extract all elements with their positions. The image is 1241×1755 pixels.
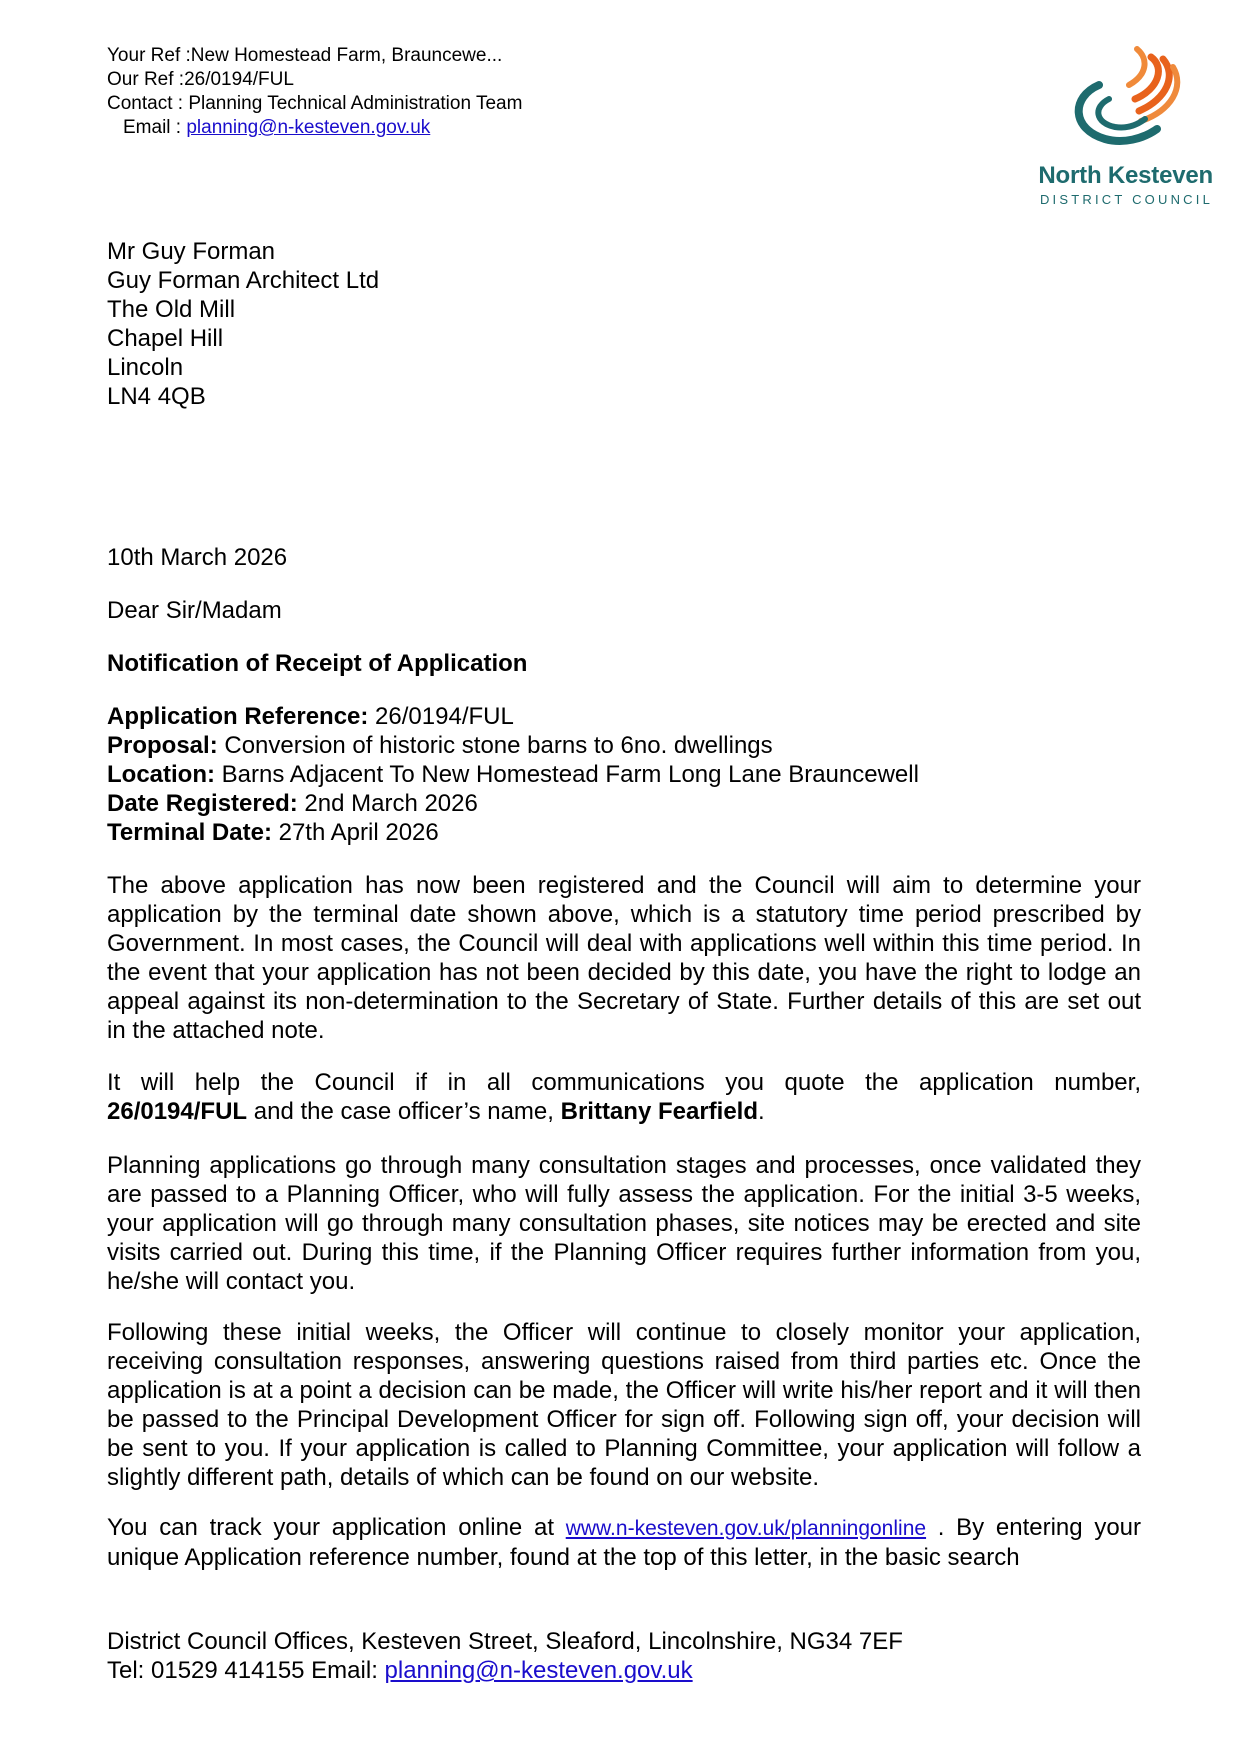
detail-label: Proposal: [107,732,218,759]
email-line [107,116,522,140]
para2-line2: 26/0194/FUL and the case officer’s name, Brittany Fearfield. [107,1098,765,1125]
email-label: Email : [123,117,187,138]
logo-name: North Kesteven [1038,162,1213,189]
subject-heading: Notification of Receipt of Application [107,650,528,677]
detail-value: 2nd March 2026 [297,790,478,817]
para2-line1: It will help the Council if in all communications you quote the application number, [107,1069,1141,1096]
detail-label: Date Registered: [107,790,298,817]
paragraph-consultation: Planning applications go through many consultation stages and processes, once validated they are passed to a Planning Officer, who will fully assess the application. For the initial 3-5 weeks, your application will go through many consultation phases, site notices may be erected and site visits carried out. During this time, if the Planning Officer requires further information from you, he/she will contact you. [107,1152,1141,1295]
address-line: Lincoln [107,354,184,381]
our-ref: Our Ref :26/0194/FUL [107,69,294,90]
footer-contact: Tel: 01529 414155 Email: planning@n-kesteven.gov.uk [107,1657,693,1684]
application-number: 26/0194/FUL [107,1098,248,1125]
address-line: LN4 4QB [107,383,206,410]
detail-row [107,702,1141,731]
detail-label: Location: [107,761,215,788]
detail-value: Conversion of historic stone barns to 6no. dwellings [217,732,773,759]
footer-address: District Council Offices, Kesteven Street, Sleaford, Lincolnshire, NG34 7EF [107,1628,903,1655]
footer [107,1627,903,1685]
paragraph-track-online: You can track your application online at www.n-kesteven.gov.uk/planningonline . By entering your unique Application reference number, found at the top of this letter, in the basic search [107,1514,1142,1571]
application-details [107,702,1141,847]
detail-label: Application Reference: [107,703,369,730]
paragraph-process: Following these initial weeks, the Officer will continue to closely monitor your application, receiving consultation responses, answering questions raised from third parties etc. Once the application is at a point a decision can be made, the Officer will write his/her report and it will then be passed to the Principal Development Officer for sign off. Following sign off, your decision will be sent to you. If your application is called to Planning Committee, your application will follow a slightly different path, details of which can be found on our website. [107,1319,1141,1491]
detail-row [107,731,1141,760]
detail-row [107,760,1141,789]
letter-date: 10th March 2026 [107,544,288,571]
salutation: Dear Sir/Madam [107,597,282,624]
planning-online-link[interactable]: www.n-kesteven.gov.uk/planningonline [565,1517,927,1540]
detail-label: Terminal Date: [107,819,272,846]
address-line: The Old Mill [107,296,236,323]
paragraph-registration: The above application has now been registered and the Council will aim to determine your application by the terminal date shown above, which is a statutory time period prescribed by Government. In most cases, the Council will deal with applications well within this time period. In the event that your application has not been decided by this date, you have the right to lodge an appeal against its non-determination to the Secretary of State. Further details of this are set out in the attached note. [107,872,1141,1044]
header-email-link[interactable]: planning@n-kesteven.gov.uk [186,117,431,138]
address-line: Guy Forman Architect Ltd [107,267,380,294]
paragraph-quote-reference [107,1068,1141,1126]
header-references [107,44,522,140]
detail-row [107,789,1141,818]
footer-email-link[interactable]: planning@n-kesteven.gov.uk [384,1657,693,1684]
case-officer-name: Brittany Fearfield [560,1098,758,1125]
contact-line: Contact : Planning Technical Administration Team [107,93,523,114]
logo-subtitle: DISTRICT COUNCIL [1039,192,1213,207]
swirl-logo-icon [1053,45,1183,153]
recipient-address [107,237,379,411]
detail-value: 26/0194/FUL [368,703,514,730]
address-line: Mr Guy Forman [107,238,276,265]
detail-row [107,818,1141,847]
detail-value: 27th April 2026 [271,819,439,846]
address-line: Chapel Hill [107,325,224,352]
detail-value: Barns Adjacent To New Homestead Farm Long Lane Brauncewell [215,761,919,788]
your-ref: Your Ref :New Homestead Farm, Brauncewe... [107,45,503,66]
